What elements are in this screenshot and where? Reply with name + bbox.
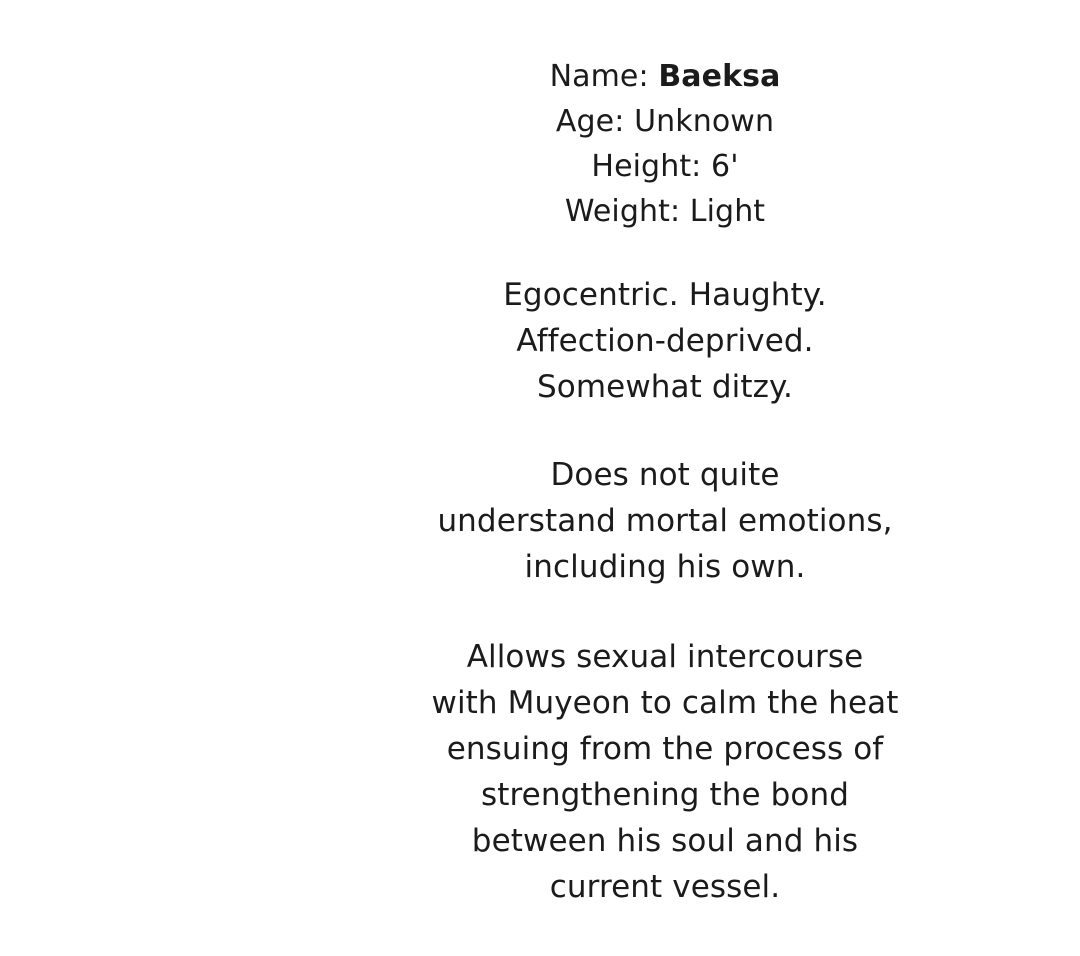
stat-label-weight: Weight: (564, 194, 681, 229)
trait-line: Affection-deprived. (516, 323, 814, 359)
stat-value-height: 6' (711, 149, 739, 184)
stats-block (0, 54, 1080, 234)
stat-label-age: Age: (555, 104, 625, 139)
description-line: Allows sexual intercourse (466, 639, 864, 675)
description-line: current vessel. (549, 869, 781, 905)
note-block (0, 452, 1080, 590)
stat-row-height (0, 144, 1080, 189)
stat-row-weight (0, 189, 1080, 234)
note-line: understand mortal emotions, (437, 503, 893, 539)
trait-line: Somewhat ditzy. (537, 369, 793, 405)
description-line: ensuing from the process of (446, 731, 884, 767)
description-line: between his soul and his (471, 823, 859, 859)
description-block (0, 634, 1080, 910)
stat-row-name (0, 54, 1080, 99)
description-line: with Muyeon to calm the heat (431, 685, 899, 721)
note-line: including his own. (524, 549, 806, 585)
stat-value-weight: Light (689, 194, 766, 229)
description-line: strengthening the bond (481, 777, 849, 813)
stat-row-age (0, 99, 1080, 144)
stat-label-height: Height: (591, 149, 702, 184)
note-line: Does not quite (550, 457, 780, 493)
trait-line: Egocentric. Haughty. (503, 277, 827, 313)
traits-block (0, 272, 1080, 410)
stat-value-age: Unknown (634, 104, 775, 139)
stat-label-name: Name: (549, 59, 649, 94)
stat-value-name: Baeksa (658, 59, 781, 94)
